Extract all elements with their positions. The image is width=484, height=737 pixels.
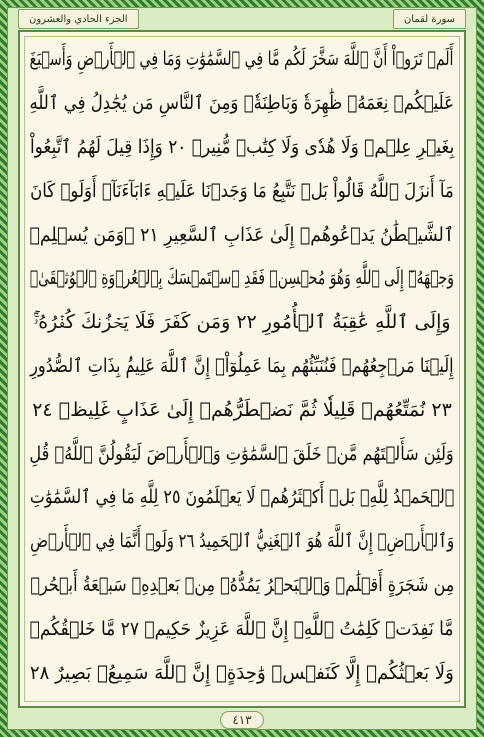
verse-line-text: عَلَيۡكُمۡ نِعَمَهُۥ ظَٰهِرَةٗ وَبَاطِنَةٗۗ وَمِنَ ٱلنَّاسِ مَن يُجَٰدِلُ فِي ٱللَّهِ: [29, 92, 455, 115]
verse-line-text: إِلَيۡنَا مَرۡجِعُهُمۡ فَنُنَبِّئُهُم بِمَا عَمِلُوٓاْۚ إِنَّ ٱللَّهَ عَلِيمُۢ بِذَاتِ ٱلصُّدُورِ: [30, 354, 454, 377]
verse-line-text: مَّا نَفِدَتۡ كَلِمَٰتُ ٱللَّهِۚ إِنَّ ٱللَّهَ عَزِيزٌ حَكِيمٞ ٢٧ مَّا خَلۡقُكُمۡ: [30, 617, 454, 640]
verse-line-text: وَإِلَى ٱللَّهِ عَٰقِبَةُ ٱلۡأُمُورِ ٢٢ وَمَن كَفَرَ فَلَا يَحۡزُنكَ كُفۡرُهُۥٓۚ: [33, 311, 451, 334]
verse-line-10: [28, 432, 456, 476]
verse-line-15: [28, 651, 456, 695]
verse-line-11: [28, 476, 456, 520]
verse-line-text: ٱلۡحَمۡدُ لِلَّهِۚ بَلۡ أَكۡثَرُهُمۡ لَا يَعۡلَمُونَ ٢٥ لِلَّهِ مَا فِي ٱلسَّمَٰوَٰتِ: [29, 486, 455, 509]
verse-line-2: [28, 82, 456, 126]
verse-line-4: [28, 169, 456, 213]
verse-line-1: [28, 38, 456, 82]
verse-line-text: وَلَئِن سَأَلۡتَهُم مَّنۡ خَلَقَ ٱلسَّمَٰوَٰتِ وَٱلۡأَرۡضَ لَيَقُولُنَّ ٱللَّهُۚ قُلِ: [29, 442, 455, 465]
verse-line-text: مَآ أَنزَلَ ٱللَّهُ قَالُواْ بَلۡ نَتَّبِعُ مَا وَجَدۡنَا عَلَيۡهِ ءَابَآءَنَآۚ أَوَلَوۡ كَانَ: [30, 179, 454, 202]
verse-line-text: ٱلشَّيۡطَٰنُ يَدۡعُوهُمۡ إِلَىٰ عَذَابِ ٱلسَّعِيرِ ٢١ ۞وَمَن يُسۡلِمۡ: [29, 223, 455, 246]
verse-line-3: [28, 126, 456, 170]
verse-text-block: [28, 38, 456, 700]
verse-line-text: ٢٣ نُمَتِّعُهُمۡ قَلِيلٗا ثُمَّ نَضۡطَرُّهُمۡ إِلَىٰ عَذَابٍ غَلِيظٖ ٢٤: [32, 398, 452, 421]
verse-line-6: [28, 257, 456, 301]
verse-line-text: وَلَا بَعۡثُكُمۡ إِلَّا كَنَفۡسٖ وَٰحِدَةٍۚ إِنَّ ٱللَّهَ سَمِيعُۢ بَصِيرٌ ٢٨: [30, 661, 454, 684]
page-footer: [0, 711, 484, 729]
verse-line-13: [28, 564, 456, 608]
page-number: ٤١٣: [220, 711, 264, 729]
verse-line-text: أَلَمۡ تَرَوۡاْ أَنَّ ٱللَّهَ سَخَّرَ لَكُم مَّا فِي ٱلسَّمَٰوَٰتِ وَمَا فِي ٱلۡأَرۡضِ وَأَسۡبَغَ: [30, 48, 454, 71]
verse-line-text: وَجۡهَهُۥٓ إِلَى ٱللَّهِ وَهُوَ مُحۡسِنٞ فَقَدِ ٱسۡتَمۡسَكَ بِٱلۡعُرۡوَةِ ٱلۡوُثۡقَىٰۗ: [29, 267, 455, 290]
verse-line-9: [28, 388, 456, 432]
verse-line-text: مِن شَجَرَةٍ أَقۡلَٰمٞ وَٱلۡبَحۡرُ يَمُدُّهُۥ مِنۢ بَعۡدِهِۦ سَبۡعَةُ أَبۡحُرٖ: [30, 573, 454, 596]
mushaf-page: [18, 30, 466, 708]
verse-line-7: [28, 301, 456, 345]
verse-line-text: وَٱلۡأَرۡضِۚ إِنَّ ٱللَّهَ هُوَ ٱلۡغَنِيُّ ٱلۡحَمِيدُ ٢٦ وَلَوۡ أَنَّمَا فِي ٱلۡأَرۡضِ: [30, 530, 454, 553]
surah-title: سورة لقمان: [393, 9, 466, 29]
verse-line-5: [28, 213, 456, 257]
page-header: [18, 10, 466, 28]
verse-line-8: [28, 345, 456, 389]
juz-label: الجزء الحادي والعشرون: [18, 9, 139, 29]
verse-line-text: بِغَيۡرِ عِلۡمٖ وَلَا هُدٗى وَلَا كِتَٰبٖ مُّنِيرٖ ٢٠ وَإِذَا قِيلَ لَهُمُ ٱتَّبِعُواْ: [29, 135, 455, 158]
verse-line-12: [28, 520, 456, 564]
verse-line-14: [28, 607, 456, 651]
